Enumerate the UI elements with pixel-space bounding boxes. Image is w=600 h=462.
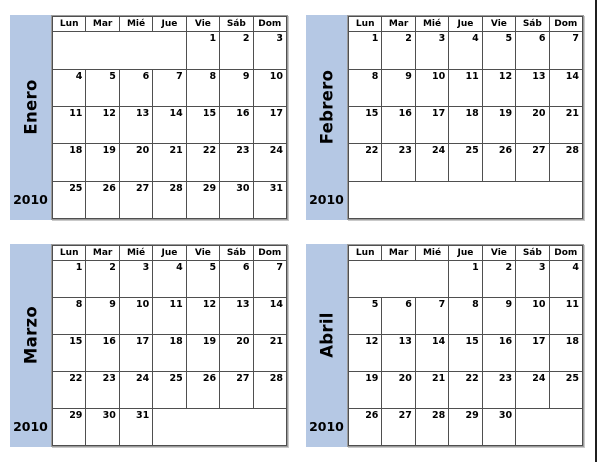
day-header: Mar: [86, 17, 119, 32]
date-cell: 26: [482, 144, 515, 181]
date-cell: 2: [220, 32, 253, 69]
date-cell: 14: [153, 106, 186, 143]
week-row: [53, 144, 287, 181]
date-cell: 17: [415, 106, 448, 143]
date-cell: 4: [53, 69, 86, 106]
date-cell: 28: [415, 409, 448, 446]
date-cell: 24: [516, 372, 549, 409]
day-header: Dom: [253, 17, 286, 32]
date-cell: 1: [449, 261, 482, 298]
month-sidebar: [10, 244, 51, 447]
month-sidebar: [306, 244, 347, 447]
date-cell: 16: [482, 335, 515, 372]
date-cell: 16: [220, 106, 253, 143]
calendar-marzo: [10, 244, 288, 447]
week-row: [53, 181, 287, 218]
week-row: [53, 372, 287, 409]
week-row: [349, 106, 583, 143]
date-cell: 31: [253, 181, 286, 218]
date-cell: 10: [119, 298, 152, 335]
date-cell: 25: [449, 144, 482, 181]
date-cell: 23: [220, 144, 253, 181]
date-cell: 26: [86, 181, 119, 218]
year-label: 2010: [309, 419, 344, 434]
calendar-grid: [51, 244, 288, 447]
date-cell: 25: [153, 372, 186, 409]
date-cell: 1: [53, 261, 86, 298]
date-cell: 10: [415, 69, 448, 106]
date-cell: 30: [482, 409, 515, 446]
date-cell: 14: [549, 69, 582, 106]
date-cell: 18: [153, 335, 186, 372]
day-header: Mar: [86, 246, 119, 261]
date-cell: 18: [53, 144, 86, 181]
calendar-grid: [347, 15, 584, 220]
day-header: Mar: [382, 246, 415, 261]
month-sidebar: [10, 15, 51, 220]
date-cell: 25: [549, 372, 582, 409]
month-label: Abril: [317, 312, 336, 359]
date-cell: 11: [53, 106, 86, 143]
day-header: Vie: [186, 246, 219, 261]
date-cell: 9: [86, 298, 119, 335]
date-cell: 4: [549, 261, 582, 298]
day-header: Jue: [153, 246, 186, 261]
date-cell: 5: [349, 298, 382, 335]
day-header: Lun: [53, 17, 86, 32]
date-cell: 3: [516, 261, 549, 298]
date-cell: 26: [349, 409, 382, 446]
date-cell: 16: [86, 335, 119, 372]
date-cell: 29: [186, 181, 219, 218]
week-row: [349, 181, 583, 218]
date-cell: 12: [482, 69, 515, 106]
day-header: Dom: [549, 17, 582, 32]
month-label: Enero: [21, 79, 40, 135]
week-row: [53, 69, 287, 106]
date-cell: 31: [119, 409, 152, 446]
empty-cell: [349, 181, 583, 218]
week-row: [349, 335, 583, 372]
week-row: [53, 298, 287, 335]
date-cell: 19: [482, 106, 515, 143]
date-cell: 28: [153, 181, 186, 218]
date-cell: 20: [382, 372, 415, 409]
date-cell: 9: [482, 298, 515, 335]
date-cell: 12: [349, 335, 382, 372]
date-cell: 18: [549, 335, 582, 372]
date-cell: 27: [382, 409, 415, 446]
date-cell: 21: [415, 372, 448, 409]
date-cell: 24: [119, 372, 152, 409]
date-cell: 21: [253, 335, 286, 372]
week-row: [53, 409, 287, 446]
day-header: Vie: [482, 246, 515, 261]
date-cell: 8: [53, 298, 86, 335]
date-cell: 18: [449, 106, 482, 143]
day-header: Vie: [482, 17, 515, 32]
date-cell: 12: [186, 298, 219, 335]
date-cell: 6: [382, 298, 415, 335]
calendar-grid-table: [348, 245, 583, 446]
date-cell: 28: [549, 144, 582, 181]
date-cell: 15: [349, 106, 382, 143]
month-label: Febrero: [317, 69, 336, 145]
date-cell: 28: [253, 372, 286, 409]
day-header: Mar: [382, 17, 415, 32]
date-cell: 13: [119, 106, 152, 143]
date-cell: 17: [516, 335, 549, 372]
date-cell: 6: [220, 261, 253, 298]
date-cell: 19: [86, 144, 119, 181]
week-row: [349, 409, 583, 446]
date-cell: 27: [516, 144, 549, 181]
date-cell: 29: [53, 409, 86, 446]
date-cell: 2: [86, 261, 119, 298]
empty-cell: [349, 261, 449, 298]
date-cell: 8: [186, 69, 219, 106]
day-header: Jue: [153, 17, 186, 32]
date-cell: 13: [516, 69, 549, 106]
empty-cell: [153, 409, 287, 446]
page-edge-line: [595, 0, 597, 462]
week-row: [53, 106, 287, 143]
date-cell: 10: [253, 69, 286, 106]
date-cell: 5: [86, 69, 119, 106]
date-cell: 1: [349, 32, 382, 69]
week-row: [53, 335, 287, 372]
date-cell: 27: [220, 372, 253, 409]
week-row: [349, 372, 583, 409]
date-cell: 14: [415, 335, 448, 372]
date-cell: 19: [186, 335, 219, 372]
calendar-grid-table: [52, 16, 287, 219]
date-cell: 16: [382, 106, 415, 143]
date-cell: 3: [119, 261, 152, 298]
week-row: [53, 32, 287, 69]
date-cell: 21: [153, 144, 186, 181]
date-cell: 23: [482, 372, 515, 409]
calendar-grid-table: [52, 245, 287, 446]
day-header: Mié: [119, 17, 152, 32]
day-header: Vie: [186, 17, 219, 32]
day-header: Lun: [349, 17, 382, 32]
date-cell: 15: [449, 335, 482, 372]
year-label: 2010: [13, 192, 48, 207]
date-cell: 11: [449, 69, 482, 106]
year-label: 2010: [13, 419, 48, 434]
date-cell: 6: [119, 69, 152, 106]
date-cell: 5: [186, 261, 219, 298]
date-cell: 23: [86, 372, 119, 409]
calendar-enero: [10, 15, 288, 220]
date-cell: 5: [482, 32, 515, 69]
day-header: Dom: [549, 246, 582, 261]
date-cell: 3: [253, 32, 286, 69]
date-cell: 20: [516, 106, 549, 143]
calendar-febrero: [306, 15, 584, 220]
empty-cell: [53, 32, 187, 69]
date-cell: 15: [186, 106, 219, 143]
day-header: Jue: [449, 246, 482, 261]
day-header: Sáb: [516, 17, 549, 32]
date-cell: 1: [186, 32, 219, 69]
day-header: Lun: [349, 246, 382, 261]
calendar-grid: [347, 244, 584, 447]
date-cell: 22: [53, 372, 86, 409]
week-row: [349, 261, 583, 298]
date-cell: 22: [186, 144, 219, 181]
date-cell: 11: [153, 298, 186, 335]
day-header-row: [53, 17, 287, 32]
date-cell: 7: [153, 69, 186, 106]
date-cell: 2: [382, 32, 415, 69]
date-cell: 23: [382, 144, 415, 181]
day-header: Lun: [53, 246, 86, 261]
day-header: Sáb: [516, 246, 549, 261]
date-cell: 20: [119, 144, 152, 181]
day-header: Mié: [119, 246, 152, 261]
date-cell: 4: [449, 32, 482, 69]
date-cell: 7: [415, 298, 448, 335]
date-cell: 22: [349, 144, 382, 181]
date-cell: 2: [482, 261, 515, 298]
day-header: Mié: [415, 246, 448, 261]
date-cell: 11: [549, 298, 582, 335]
date-cell: 19: [349, 372, 382, 409]
date-cell: 10: [516, 298, 549, 335]
month-label: Marzo: [21, 306, 40, 365]
calendar-abril: [306, 244, 584, 447]
date-cell: 6: [516, 32, 549, 69]
day-header: Jue: [449, 17, 482, 32]
day-header: Dom: [253, 246, 286, 261]
week-row: [349, 144, 583, 181]
date-cell: 25: [53, 181, 86, 218]
date-cell: 8: [449, 298, 482, 335]
empty-cell: [516, 409, 583, 446]
calendar-grid: [51, 15, 288, 220]
date-cell: 7: [549, 32, 582, 69]
week-row: [349, 69, 583, 106]
day-header-row: [349, 246, 583, 261]
week-row: [53, 261, 287, 298]
date-cell: 26: [186, 372, 219, 409]
date-cell: 9: [382, 69, 415, 106]
date-cell: 29: [449, 409, 482, 446]
day-header: Sáb: [220, 17, 253, 32]
date-cell: 3: [415, 32, 448, 69]
month-sidebar: [306, 15, 347, 220]
year-label: 2010: [309, 192, 344, 207]
date-cell: 22: [449, 372, 482, 409]
date-cell: 21: [549, 106, 582, 143]
day-header-row: [53, 246, 287, 261]
date-cell: 27: [119, 181, 152, 218]
date-cell: 13: [382, 335, 415, 372]
date-cell: 24: [253, 144, 286, 181]
date-cell: 24: [415, 144, 448, 181]
date-cell: 14: [253, 298, 286, 335]
calendar-grid-table: [348, 16, 583, 219]
date-cell: 20: [220, 335, 253, 372]
day-header: Sáb: [220, 246, 253, 261]
date-cell: 4: [153, 261, 186, 298]
date-cell: 13: [220, 298, 253, 335]
day-header: Mié: [415, 17, 448, 32]
date-cell: 15: [53, 335, 86, 372]
week-row: [349, 298, 583, 335]
date-cell: 17: [119, 335, 152, 372]
date-cell: 30: [86, 409, 119, 446]
day-header-row: [349, 17, 583, 32]
date-cell: 17: [253, 106, 286, 143]
date-cell: 12: [86, 106, 119, 143]
date-cell: 30: [220, 181, 253, 218]
date-cell: 9: [220, 69, 253, 106]
date-cell: 7: [253, 261, 286, 298]
date-cell: 8: [349, 69, 382, 106]
week-row: [349, 32, 583, 69]
